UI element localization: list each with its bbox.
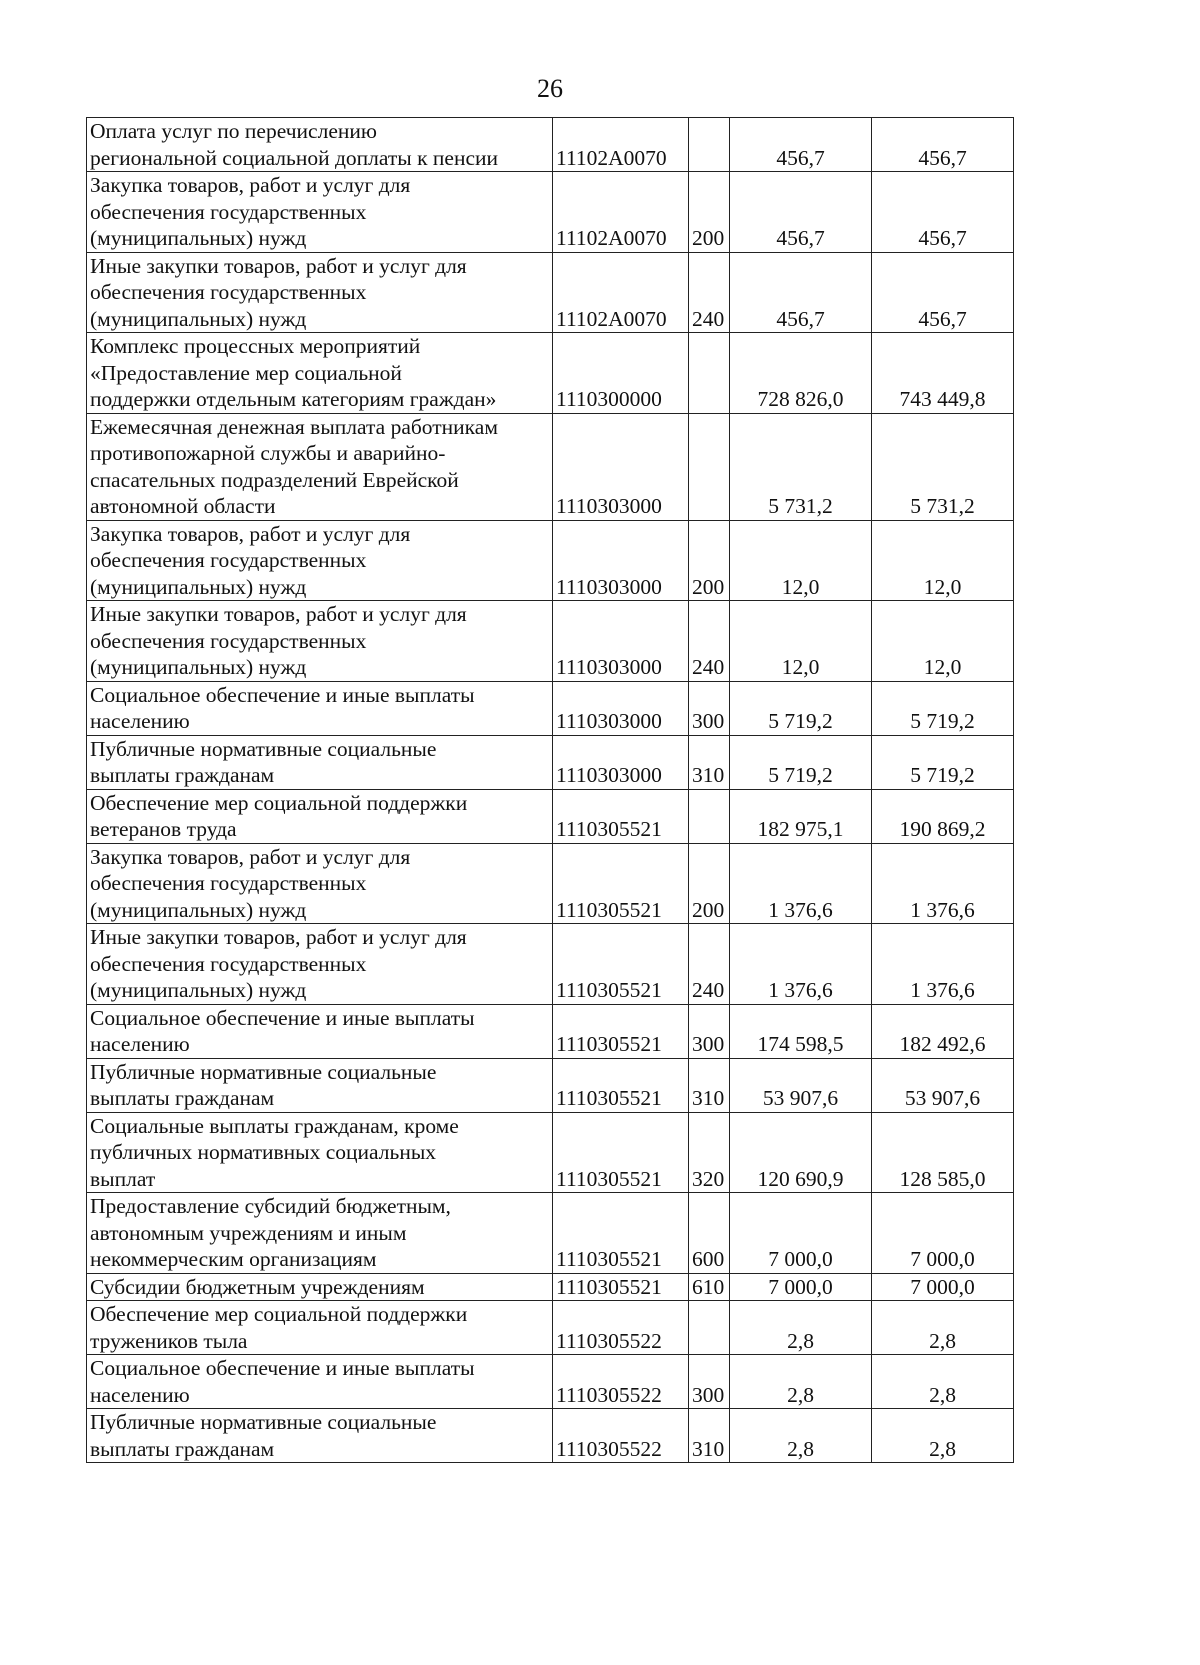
target-code-cell: 1110305521 xyxy=(553,1058,689,1112)
table-row xyxy=(87,1058,1014,1112)
amount-year-1-cell: 5 731,2 xyxy=(730,413,872,520)
table-row xyxy=(87,601,1014,682)
target-code-cell: 1110305521 xyxy=(553,924,689,1005)
target-code-cell: 1110305521 xyxy=(553,789,689,843)
amount-year-1-cell: 2,8 xyxy=(730,1355,872,1409)
row-name-cell: Закупка товаров, работ и услуг для обеспечения государственных (муниципальных) нужд xyxy=(87,520,553,601)
table-row xyxy=(87,520,1014,601)
amount-year-1-cell: 120 690,9 xyxy=(730,1112,872,1193)
amount-year-2-cell: 456,7 xyxy=(872,252,1014,333)
expense-type-cell: 240 xyxy=(689,924,730,1005)
amount-year-1-cell: 2,8 xyxy=(730,1409,872,1463)
expense-type-cell xyxy=(689,333,730,414)
amount-year-1-cell: 5 719,2 xyxy=(730,735,872,789)
amount-year-2-cell: 53 907,6 xyxy=(872,1058,1014,1112)
target-code-cell: 1110305521 xyxy=(553,1112,689,1193)
expense-type-cell: 310 xyxy=(689,1409,730,1463)
table-row xyxy=(87,681,1014,735)
expense-type-cell: 310 xyxy=(689,735,730,789)
expense-type-cell: 610 xyxy=(689,1273,730,1301)
row-name-cell: Закупка товаров, работ и услуг для обеспечения государственных (муниципальных) нужд xyxy=(87,172,553,253)
amount-year-2-cell: 190 869,2 xyxy=(872,789,1014,843)
target-code-cell: 1110305522 xyxy=(553,1301,689,1355)
row-name-cell: Обеспечение мер социальной поддержки тружеников тыла xyxy=(87,1301,553,1355)
row-name-cell: Закупка товаров, работ и услуг для обеспечения государственных (муниципальных) нужд xyxy=(87,843,553,924)
target-code-cell: 11102A0070 xyxy=(553,172,689,253)
expense-type-cell: 320 xyxy=(689,1112,730,1193)
expense-type-cell: 300 xyxy=(689,681,730,735)
expense-type-cell xyxy=(689,413,730,520)
amount-year-2-cell: 7 000,0 xyxy=(872,1273,1014,1301)
table-row xyxy=(87,1301,1014,1355)
target-code-cell: 11102A0070 xyxy=(553,118,689,172)
row-name-cell: Обеспечение мер социальной поддержки ветеранов труда xyxy=(87,789,553,843)
row-name-cell: Иные закупки товаров, работ и услуг для обеспечения государственных (муниципальных) нужд xyxy=(87,252,553,333)
table-row xyxy=(87,333,1014,414)
row-name-cell: Предоставление субсидий бюджетным, автономным учреждениям и иным некоммерческим организациям xyxy=(87,1193,553,1274)
amount-year-2-cell: 12,0 xyxy=(872,601,1014,682)
amount-year-1-cell: 456,7 xyxy=(730,172,872,253)
amount-year-1-cell: 1 376,6 xyxy=(730,924,872,1005)
target-code-cell: 1110303000 xyxy=(553,413,689,520)
budget-table-body xyxy=(87,118,1014,1463)
amount-year-1-cell: 1 376,6 xyxy=(730,843,872,924)
expense-type-cell: 300 xyxy=(689,1355,730,1409)
amount-year-1-cell: 182 975,1 xyxy=(730,789,872,843)
amount-year-2-cell: 743 449,8 xyxy=(872,333,1014,414)
amount-year-2-cell: 5 731,2 xyxy=(872,413,1014,520)
target-code-cell: 1110303000 xyxy=(553,681,689,735)
row-name-cell: Субсидии бюджетным учреждениям xyxy=(87,1273,553,1301)
target-code-cell: 1110305522 xyxy=(553,1409,689,1463)
amount-year-2-cell: 128 585,0 xyxy=(872,1112,1014,1193)
row-name-cell: Социальное обеспечение и иные выплаты населению xyxy=(87,1004,553,1058)
table-row xyxy=(87,735,1014,789)
expense-type-cell xyxy=(689,1301,730,1355)
amount-year-1-cell: 456,7 xyxy=(730,252,872,333)
row-name-cell: Иные закупки товаров, работ и услуг для обеспечения государственных (муниципальных) нужд xyxy=(87,601,553,682)
target-code-cell: 1110303000 xyxy=(553,735,689,789)
amount-year-1-cell: 7 000,0 xyxy=(730,1193,872,1274)
expense-type-cell: 200 xyxy=(689,520,730,601)
expense-type-cell xyxy=(689,118,730,172)
row-name-cell: Ежемесячная денежная выплата работникам противопожарной службы и аварийно- спасательных подразделений Еврейской автономной области xyxy=(87,413,553,520)
table-row xyxy=(87,789,1014,843)
amount-year-1-cell: 728 826,0 xyxy=(730,333,872,414)
table-row xyxy=(87,843,1014,924)
amount-year-2-cell: 1 376,6 xyxy=(872,924,1014,1005)
table-row xyxy=(87,924,1014,1005)
amount-year-2-cell: 456,7 xyxy=(872,172,1014,253)
amount-year-1-cell: 5 719,2 xyxy=(730,681,872,735)
amount-year-2-cell: 182 492,6 xyxy=(872,1004,1014,1058)
amount-year-1-cell: 12,0 xyxy=(730,601,872,682)
row-name-cell: Оплата услуг по перечислению региональной социальной доплаты к пенсии xyxy=(87,118,553,172)
expense-type-cell xyxy=(689,789,730,843)
target-code-cell: 1110303000 xyxy=(553,601,689,682)
amount-year-1-cell: 7 000,0 xyxy=(730,1273,872,1301)
amount-year-2-cell: 2,8 xyxy=(872,1355,1014,1409)
row-name-cell: Комплекс процессных мероприятий «Предоставление мер социальной поддержки отдельным категориям граждан» xyxy=(87,333,553,414)
table-row xyxy=(87,1004,1014,1058)
table-row xyxy=(87,1355,1014,1409)
amount-year-2-cell: 456,7 xyxy=(872,118,1014,172)
amount-year-1-cell: 2,8 xyxy=(730,1301,872,1355)
table-row xyxy=(87,1112,1014,1193)
target-code-cell: 1110300000 xyxy=(553,333,689,414)
table-row xyxy=(87,1193,1014,1274)
table-row xyxy=(87,118,1014,172)
row-name-cell: Публичные нормативные социальные выплаты гражданам xyxy=(87,1409,553,1463)
target-code-cell: 1110303000 xyxy=(553,520,689,601)
row-name-cell: Публичные нормативные социальные выплаты гражданам xyxy=(87,735,553,789)
amount-year-2-cell: 5 719,2 xyxy=(872,681,1014,735)
expense-type-cell: 240 xyxy=(689,252,730,333)
target-code-cell: 11102A0070 xyxy=(553,252,689,333)
amount-year-2-cell: 1 376,6 xyxy=(872,843,1014,924)
expense-type-cell: 310 xyxy=(689,1058,730,1112)
expense-type-cell: 240 xyxy=(689,601,730,682)
table-row xyxy=(87,172,1014,253)
amount-year-2-cell: 2,8 xyxy=(872,1409,1014,1463)
page-number: 26 xyxy=(537,74,563,103)
row-name-cell: Социальное обеспечение и иные выплаты населению xyxy=(87,681,553,735)
row-name-cell: Социальные выплаты гражданам, кроме публичных нормативных социальных выплат xyxy=(87,1112,553,1193)
expense-type-cell: 200 xyxy=(689,843,730,924)
target-code-cell: 1110305521 xyxy=(553,1273,689,1301)
amount-year-2-cell: 7 000,0 xyxy=(872,1193,1014,1274)
amount-year-2-cell: 5 719,2 xyxy=(872,735,1014,789)
row-name-cell: Иные закупки товаров, работ и услуг для обеспечения государственных (муниципальных) нужд xyxy=(87,924,553,1005)
budget-table xyxy=(86,117,1014,1463)
amount-year-1-cell: 53 907,6 xyxy=(730,1058,872,1112)
expense-type-cell: 600 xyxy=(689,1193,730,1274)
amount-year-2-cell: 12,0 xyxy=(872,520,1014,601)
expense-type-cell: 200 xyxy=(689,172,730,253)
amount-year-2-cell: 2,8 xyxy=(872,1301,1014,1355)
row-name-cell: Публичные нормативные социальные выплаты гражданам xyxy=(87,1058,553,1112)
target-code-cell: 1110305521 xyxy=(553,1004,689,1058)
expense-type-cell: 300 xyxy=(689,1004,730,1058)
table-row xyxy=(87,1409,1014,1463)
target-code-cell: 1110305521 xyxy=(553,843,689,924)
amount-year-1-cell: 12,0 xyxy=(730,520,872,601)
row-name-cell: Социальное обеспечение и иные выплаты населению xyxy=(87,1355,553,1409)
target-code-cell: 1110305521 xyxy=(553,1193,689,1274)
table-row xyxy=(87,1273,1014,1301)
table-row xyxy=(87,413,1014,520)
target-code-cell: 1110305522 xyxy=(553,1355,689,1409)
table-row xyxy=(87,252,1014,333)
amount-year-1-cell: 456,7 xyxy=(730,118,872,172)
amount-year-1-cell: 174 598,5 xyxy=(730,1004,872,1058)
